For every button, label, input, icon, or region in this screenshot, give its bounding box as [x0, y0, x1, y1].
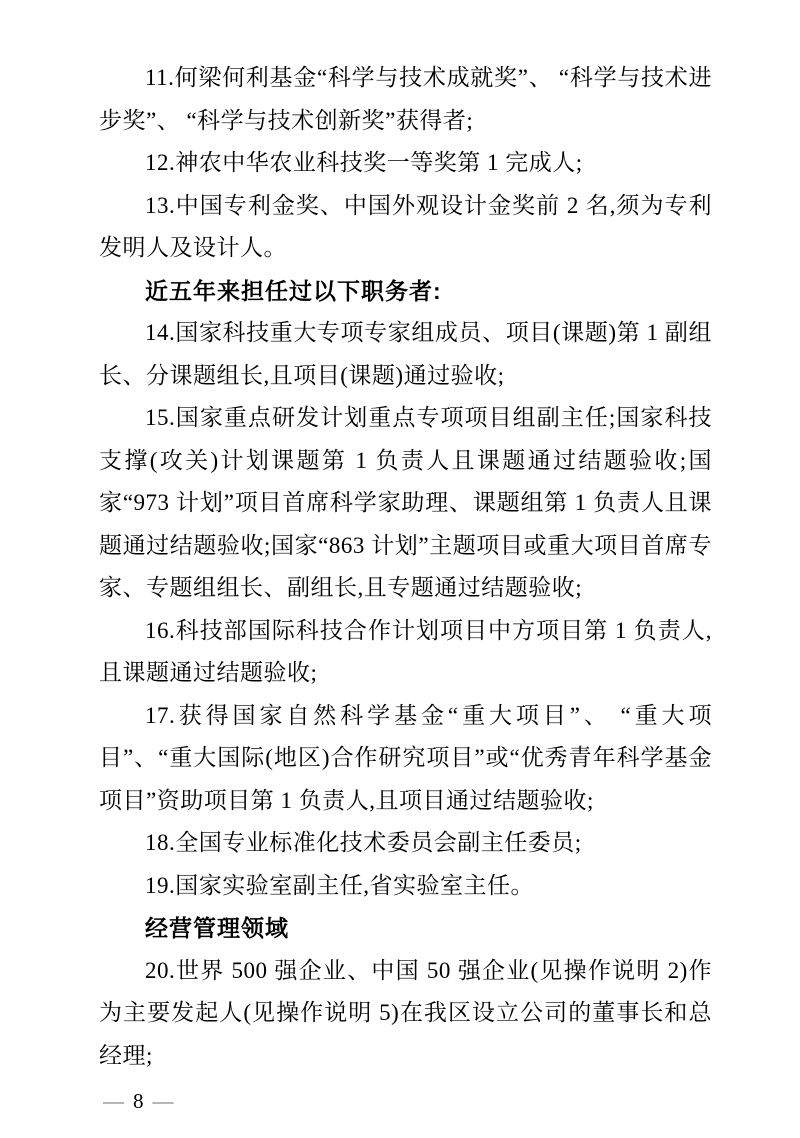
- section-heading-management: 经营管理领域: [145, 915, 289, 941]
- page-footer: [94, 1086, 183, 1116]
- list-item-16: 16.科技部国际科技合作计划项目中方项目第 1 负责人,且课题通过结题验收;: [99, 617, 712, 685]
- list-item-12: 12.神农中华农业科技奖一等奖第 1 完成人;: [145, 150, 583, 175]
- list-item-15: 15.国家重点研发计划重点专项项目组副主任;国家科技支撑(攻关)计划课题第 1 负责人且课题通过结题验收;国家“973 计划”项目首席科学家助理、课题组第 1 负责人且课题通过结题验收;国家“863 计划”主题项目或重大项目首席专家、专题组组长、副组长,且专题通过结题验收;: [99, 405, 712, 600]
- list-item-19: 19.国家实验室副主任,省实验室主任。: [145, 872, 534, 898]
- list-item-20: 20.世界 500 强企业、中国 50 强企业(见操作说明 2)作为主要发起人(见操作说明 5)在我区设立公司的董事长和总经理;: [99, 957, 712, 1068]
- footer-dash-right: —: [152, 1089, 174, 1113]
- list-item-17: 17.获得国家自然科学基金“重大项目”、 “重大项目”、“重大国际(地区)合作研究项目”或“优秀青年科学基金项目”资助项目第 1 负责人,且项目通过结题验收;: [99, 702, 712, 813]
- list-item-13: 13.中国专利金奖、中国外观设计金奖前 2 名,须为专利发明人及设计人。: [99, 192, 712, 260]
- list-item-11: 11.何梁何利基金“科学与技术成就奖”、 “科学与技术进步奖”、 “科学与技术创新奖”获得者;: [99, 65, 712, 133]
- list-item-14: 14.国家科技重大专项专家组成员、项目(课题)第 1 副组长、分课题组长,且项目(课题)通过验收;: [99, 320, 712, 388]
- list-item-18: 18.全国专业标准化技术委员会副主任委员;: [145, 830, 582, 855]
- document-content: [99, 57, 712, 1077]
- page-number: 8: [133, 1089, 144, 1113]
- footer-dash-left: —: [103, 1089, 124, 1113]
- section-heading-positions: 近五年来担任过以下职务者:: [145, 277, 442, 304]
